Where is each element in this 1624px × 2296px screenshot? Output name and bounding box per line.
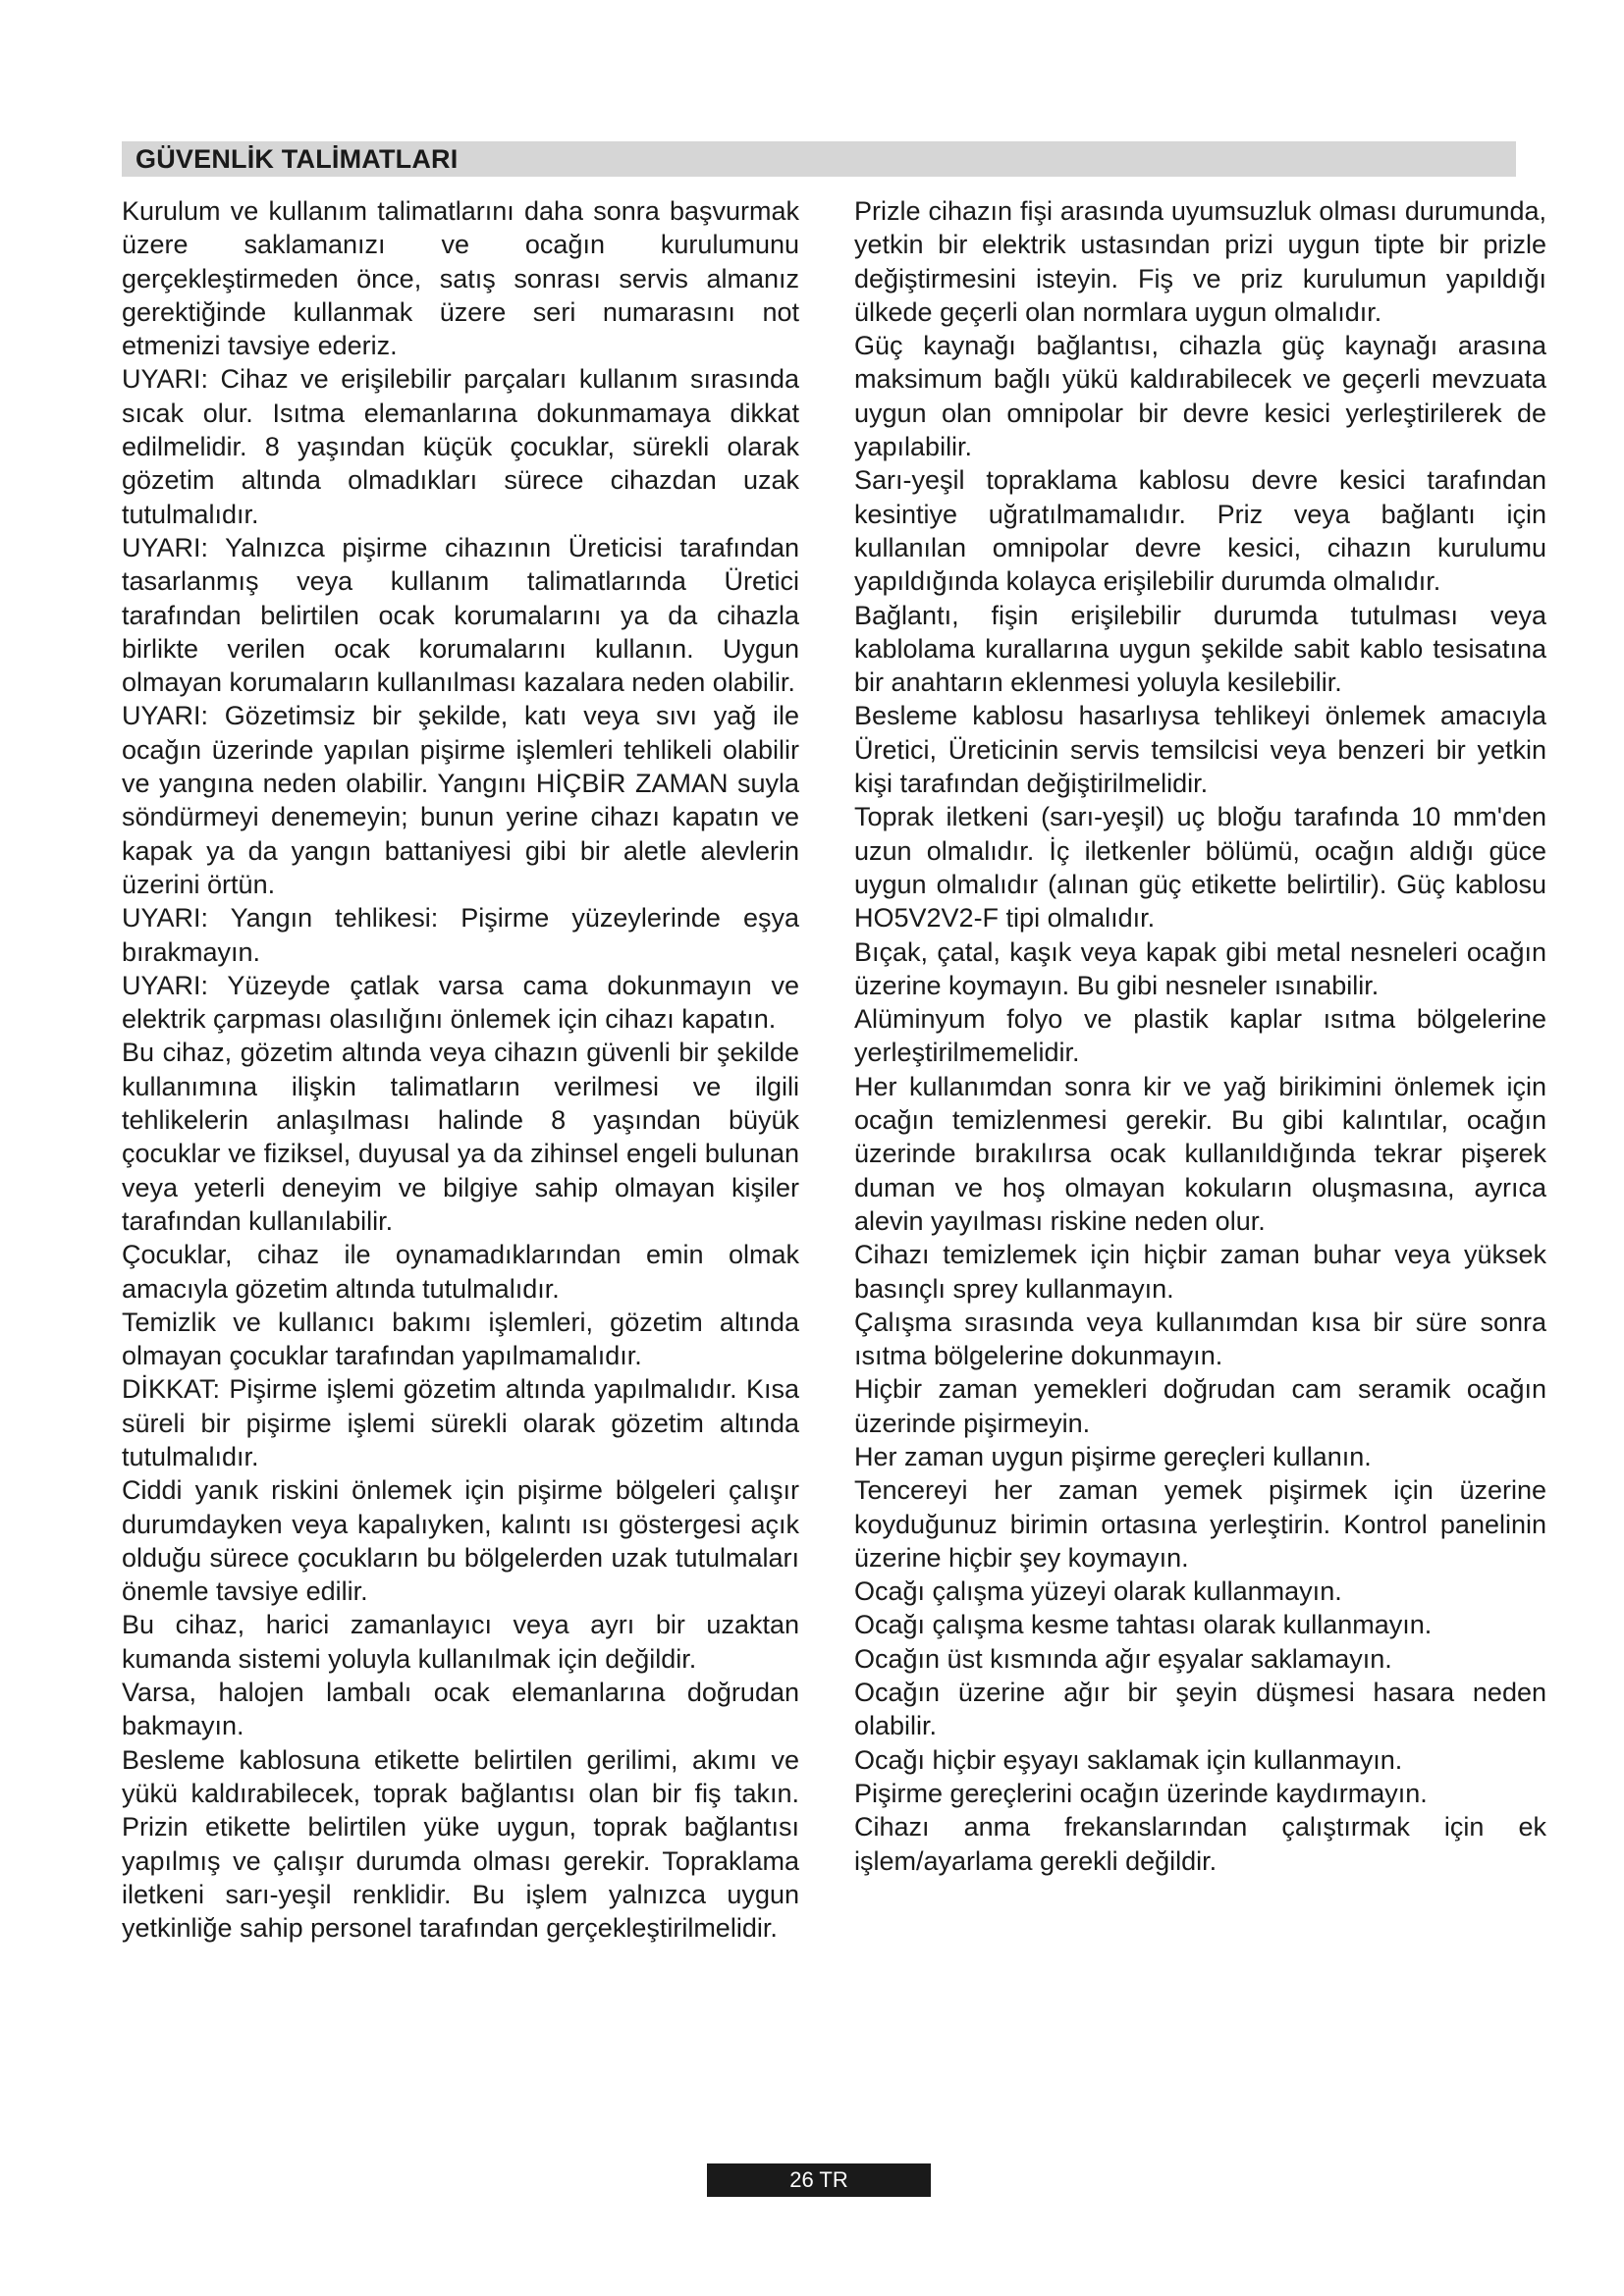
paragraph: UYARI: Yalnızca pişirme cihazının Üreticisi tarafından tasarlanmış veya kullanım talimatlarında Üretici tarafından belirtilen ocak korumalarını ya da cihazla birlikte verilen ocak korumalarını kullanın. Uygun olmayan korumaların kullanılması kazalara neden olabilir.	[122, 532, 799, 698]
paragraph: Prizle cihazın fişi arasında uyumsuzluk olması durumunda, yetkin bir elektrik ustasından prizi uygun tipte bir prizle değiştirmesini isteyin. Fiş ve priz kurulumun yapıldığı ülkede geçerli olan normlara uygun olmalıdır.	[854, 196, 1546, 327]
paragraph: Cihazı temizlemek için hiçbir zaman buhar veya yüksek basınçlı sprey kullanmayın.	[854, 1240, 1546, 1304]
paragraph: Ocağı çalışma yüzeyi olarak kullanmayın.	[854, 1576, 1342, 1607]
paragraph: Bu cihaz, harici zamanlayıcı veya ayrı bir uzaktan kumanda sistemi yoluyla kullanılmak için değildir.	[122, 1610, 799, 1674]
page-number: 26 TR	[707, 2163, 931, 2197]
paragraph: Çalışma sırasında veya kullanımdan kısa bir süre sonra ısıtma bölgelerine dokunmayın.	[854, 1307, 1546, 1371]
paragraph: Bağlantı, fişin erişilebilir durumda tutulması veya kablolama kurallarına uygun şekilde sabit kablo tesisatına bir anahtarın eklenmesi yoluyla kesilebilir.	[854, 600, 1546, 698]
paragraph: Varsa, halojen lambalı ocak elemanlarına doğrudan bakmayın.	[122, 1678, 799, 1741]
section-header	[122, 141, 1516, 177]
paragraph: Her kullanımdan sonra kir ve yağ birikimini önlemek için ocağın temizlenmesi gerekir. Bu gibi kalıntılar, ocağın üzerinde bırakılırsa ocak kullanıldığında tekrar pişerek duman ve hoş olmayan kokuların oluşmasına, ayrıca alevin yayılması riskine neden olur.	[854, 1071, 1546, 1236]
paragraph: Alüminyum folyo ve plastik kaplar ısıtma bölgelerine yerleştirilmemelidir.	[854, 1004, 1546, 1068]
paragraph: Sarı-yeşil topraklama kablosu devre kesici tarafından kesintiye uğratılmamalıdır. Priz veya bağlantı için kullanılan omnipolar devre kesici, cihazın kurulumu yapıldığında kolayca erişilebilir durumda olmalıdır.	[854, 465, 1546, 597]
paragraph: Besleme kablosuna etikette belirtilen gerilimi, akımı ve yükü kaldırabilecek, toprak bağlantısı olan bir fiş takın. Prizin etikette belirtilen yüke uygun, toprak bağlantısı yapılmış ve çalışır durumda olması gerekir. Topraklama iletkeni sarı-yeşil renklidir. Bu işlem yalnızca uygun yetkinliğe sahip personel tarafından gerçekleştirilmelidir.	[122, 1744, 799, 1944]
paragraph: Tencereyi her zaman yemek pişirmek için üzerine koyduğunuz birimin ortasına yerleştirin. Kontrol panelinin üzerine hiçbir şey koymayın.	[854, 1475, 1546, 1573]
paragraph: Cihazı anma frekanslarından çalıştırmak için ek işlem/ayarlama gerekli değildir.	[854, 1812, 1546, 1876]
paragraph: Güç kaynağı bağlantısı, cihazla güç kaynağı arasına maksimum bağlı yükü kaldırabilecek ve geçerli mevzuata uygun olan omnipolar bir devre kesici yerleştirilerek de yapılabilir.	[854, 331, 1546, 462]
paragraph: Her zaman uygun pişirme gereçleri kullanın.	[854, 1441, 1372, 1471]
section-title: GÜVENLİK TALİMATLARI	[135, 144, 459, 174]
paragraph: Ciddi yanık riskini önlemek için pişirme bölgeleri çalışır durumdayken veya kapalıyken, kalıntı ısı göstergesi açık olduğu sürece çocukların bu bölgelerden uzak tutulmaları önemle tavsiye edilir.	[122, 1475, 799, 1607]
paragraph: Temizlik ve kullanıcı bakımı işlemleri, gözetim altında olmayan çocuklar tarafından yapılmamalıdır.	[122, 1307, 799, 1371]
paragraph: Bıçak, çatal, kaşık veya kapak gibi metal nesneleri ocağın üzerine koymayın. Bu gibi nesneler ısınabilir.	[854, 936, 1546, 1000]
paragraph: Ocağın üzerine ağır bir şeyin düşmesi hasara neden olabilir.	[854, 1678, 1546, 1741]
right-column	[854, 194, 1546, 1878]
paragraph: Bu cihaz, gözetim altında veya cihazın güvenli bir şekilde kullanımına ilişkin talimatların verilmesi ve ilgili tehlikelerin anlaşılması halinde 8 yaşından büyük çocuklar ve fiziksel, duyusal ya da zihinsel engeli bulunan veya yeterli deneyim ve bilgiye sahip olmayan kişiler tarafından kullanılabilir.	[122, 1038, 799, 1236]
paragraph: Toprak iletkeni (sarı-yeşil) uç bloğu tarafında 10 mm'den uzun olmalıdır. İç iletkenler bölümü, ocağın aldığı güce uygun olmalıdır (alınan güç etikette belirtilir). Güç kablosu HO5V2V2-F tipi olmalıdır.	[854, 802, 1546, 934]
paragraph: Hiçbir zaman yemekleri doğrudan cam seramik ocağın üzerinde pişirmeyin.	[854, 1374, 1546, 1438]
paragraph: Ocağı hiçbir eşyayı saklamak için kullanmayın.	[854, 1744, 1403, 1775]
paragraph: UYARI: Yangın tehlikesi: Pişirme yüzeylerinde eşya bırakmayın.	[122, 903, 799, 967]
paragraph: Çocuklar, cihaz ile oynamadıklarından emin olmak amacıyla gözetim altında tutulmalıdır.	[122, 1240, 799, 1304]
paragraph: UYARI: Cihaz ve erişilebilir parçaları kullanım sırasında sıcak olur. Isıtma elemanlarına dokunmamaya dikkat edilmelidir. 8 yaşından küçük çocuklar, sürekli olarak gözetim altında olmadıkları sürece cihazdan uzak tutulmalıdır.	[122, 364, 799, 529]
paragraph: Kurulum ve kullanım talimatlarını daha sonra başvurmak üzere saklamanızı ve ocağın kurulumunu gerçekleştirmeden önce, satış sonrası servis almanız gerektiğinde kullanmak üzere seri numarasını not etmenizi tavsiye ederiz.	[122, 196, 799, 361]
paragraph: Pişirme gereçlerini ocağın üzerinde kaydırmayın.	[854, 1778, 1428, 1808]
paragraph: Ocağı çalışma kesme tahtası olarak kullanmayın.	[854, 1610, 1433, 1640]
left-column	[122, 194, 799, 1945]
paragraph: Besleme kablosu hasarlıysa tehlikeyi önlemek amacıyla Üretici, Üreticinin servis temsilcisi veya benzeri bir yetkin kişi tarafından değiştirilmelidir.	[854, 701, 1546, 799]
paragraph: DİKKAT: Pişirme işlemi gözetim altında yapılmalıdır. Kısa süreli bir pişirme işlemi sürekli olarak gözetim altında tutulmalıdır.	[122, 1374, 799, 1471]
paragraph: UYARI: Gözetimsiz bir şekilde, katı veya sıvı yağ ile ocağın üzerinde yapılan pişirme işlemleri tehlikeli olabilir ve yangına neden olabilir. Yangını HİÇBİR ZAMAN suyla söndürmeyi denemeyin; bunun yerine cihazı kapatın ve kapak ya da yangın battaniyesi gibi bir aletle alevlerin üzerini örtün.	[122, 701, 799, 899]
paragraph: UYARI: Yüzeyde çatlak varsa cama dokunmayın ve elektrik çarpması olasılığını önlemek için cihazı kapatın.	[122, 970, 799, 1035]
paragraph: Ocağın üst kısmında ağır eşyalar saklamayın.	[854, 1643, 1392, 1674]
